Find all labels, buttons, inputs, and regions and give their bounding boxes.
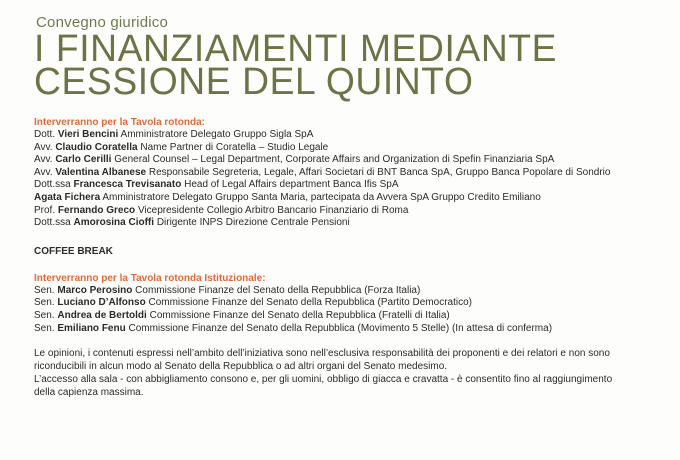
speaker-row: Agata Fichera Amministratore Delegato Gruppo Santa Maria, partecipata da Avvera SpA Gruppo Credito Emiliano: [34, 191, 541, 203]
note-line: Le opinioni, i contenuti espressi nell’ambito dell’iniziativa sono nell’esclusiva responsabilità dei proponenti e dei relatori e non sono: [34, 348, 610, 360]
speaker-row: Sen. Andrea de Bertoldi Commissione Finanze del Senato della Repubblica (Fratelli di Italia): [34, 309, 450, 321]
tavola-rotonda-section: [34, 116, 664, 230]
speaker-row: Avv. Valentina Albanese Responsabile Segreteria, Legale, Affari Societari di BNT Banca SpA, Gruppo Banca Popolare di Sondrio: [34, 166, 611, 178]
document-page: [34, 14, 664, 399]
section-heading: Interverranno per la Tavola rotonda Istituzionale:: [34, 272, 266, 284]
title-line-2: CESSIONE DEL QUINTO: [34, 61, 474, 103]
section-heading: Interverranno per la Tavola rotonda:: [34, 117, 205, 128]
coffee-break-label: COFFEE BREAK: [34, 245, 113, 257]
speaker-row: Prof. Fernando Greco Vicepresidente Collegio Arbitro Bancario Finanziario di Roma: [34, 204, 409, 216]
speaker-row: Sen. Luciano D’Alfonso Commissione Finanze del Senato della Repubblica (Partito Democratico): [34, 297, 472, 309]
disclaimer-notes: [34, 348, 664, 399]
speaker-row: Dott.ssa Amorosina Cioffi Dirigente INPS Direzione Centrale Pensioni: [34, 217, 350, 229]
event-subtitle: Convegno giuridico: [36, 14, 169, 31]
event-title: [34, 28, 651, 103]
tavola-istituzionale-section: [34, 272, 664, 335]
note-line: della capienza massima.: [34, 386, 144, 398]
speaker-row: Sen. Emiliano Fenu Commissione Finanze del Senato della Repubblica (Movimento 5 Stelle) (In attesa di conferma): [34, 322, 553, 334]
speaker-list: [34, 285, 664, 335]
note-line: riconducibili in alcun modo al Senato della Repubblica o ad altri organi del Senato medesimo.: [34, 360, 448, 372]
speaker-row: Avv. Carlo Cerilli General Counsel – Legal Department, Corporate Affairs and Organization di Spefin Finanziaria SpA: [34, 154, 555, 166]
speaker-row: Sen. Marco Perosino Commissione Finanze del Senato della Repubblica (Forza Italia): [34, 284, 421, 296]
speaker-row: Avv. Claudio Coratella Name Partner di Coratella – Studio Legale: [34, 141, 329, 153]
title-line-1: I FINANZIAMENTI MEDIANTE: [34, 28, 558, 70]
speaker-list: [34, 129, 664, 230]
note-line: L’accesso alla sala - con abbigliamento consono e, per gli uomini, obbligo di giacca e cravatta - è consentito fino al raggiungimento: [34, 373, 613, 385]
speaker-row: Dott. Vieri Bencini Amministratore Delegato Gruppo Sigla SpA: [34, 129, 314, 140]
speaker-row: Dott.ssa Francesca Trevisanato Head of Legal Affairs department Banca Ifis SpA: [34, 179, 399, 191]
